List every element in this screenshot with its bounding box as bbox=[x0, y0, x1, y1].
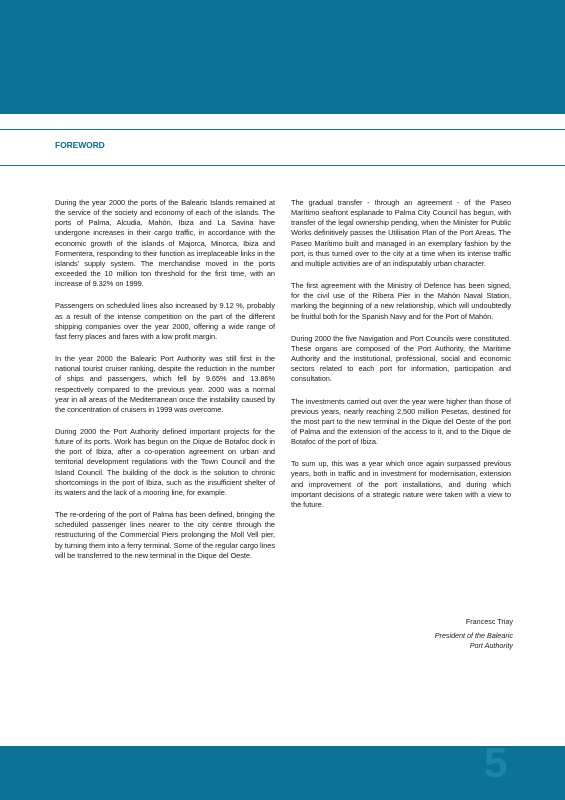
paragraph: To sum up, this was a year which once again surpassed previous years, both in traffic and in investment for modernisation, extension and improvement of the port installations, and during which important decisions of a strategic nature were taken with a view to the future. bbox=[291, 459, 511, 509]
paragraph: During 2000 the Port Authority defined important projects for the future of its ports. Work has begun on the Dique de Botafoc dock in the port of Ibiza, after a co-operation agreement on urban and territorial development regulations with the Town Council and the Island Council. The building of the dock is the solution to chronic shortcomings in the port of Ibiza, such as the insufficient shelter of its waters and the lack of a mooring line, for example. bbox=[55, 426, 275, 497]
paragraph: The first agreement with the Ministry of Defence has been signed, for the civil use of the Ribera Pier in the Mahón Naval Station, marking the beginning of a new relationship, which will undoubtedly be fruitful both for the Spanish Navy and for the Port of Mahón. bbox=[291, 281, 511, 321]
paragraph: During the year 2000 the ports of the Balearic Islands remained at the service of the society and economy of each of the islands. The ports of Palma, Alcudia, Mahón, Ibiza and La Savina have undergone increases in their cargo traffic, in accordance with the economic growth of the islands of Majorca, Minorca, Ibiza and Formentera, responding to their function as irreplaceable links in the islands' supply system. The merchandise moved in the ports exceeded the 10 million ton threshold for the first time, with an increase of 9.32% on 1999. bbox=[55, 198, 275, 289]
paragraph: The re-ordering of the port of Palma has been defined, bringing the scheduled passenger lines nearer to the city centre through the restructuring of the Commercial Piers prolonging the Moll Vell pier, by turning them into a ferry terminal. Some of the regular cargo lines will be transferred to the new terminal in the Dique del Oeste. bbox=[55, 510, 275, 560]
page-number: 5 bbox=[484, 739, 508, 786]
title-rule-top bbox=[0, 129, 565, 130]
signatory-role: President of the Balearic bbox=[434, 630, 513, 640]
footer-band bbox=[0, 746, 565, 800]
section-title: FOREWORD bbox=[55, 140, 105, 150]
signature-block bbox=[330, 617, 513, 652]
header-band bbox=[0, 0, 565, 114]
left-column bbox=[55, 198, 275, 573]
paragraph: The gradual transfer - through an agreement - of the Paseo Marítimo seafront esplanade to Palma City Council has begun, with transfer of the legal ownership pending, when the Minister for Public Works definitively passes the Utilisation Plan of the Port Areas. The Paseo Marítimo built and managed in an exemplary fashion by the port, is thus turned over to the city at a time when its intense traffic and multiple activities are of an indisputably urban character. bbox=[291, 198, 511, 268]
paragraph: During 2000 the five Navigation and Port Councils were constituted. These organs are composed of the Port Authority, the Maritime Authority and the institutional, professional, social and economic sectors related to each port for information, participation and consultation. bbox=[291, 333, 511, 384]
paragraph: The investments carried out over the year were higher than those of previous years, nearly reaching 2,500 million Pesetas, destined for the most part to the new terminal in the Dique del Oeste of the port of Palma and the extension of the access to it, and to the Dique de Botafoc of the port of Ibiza. bbox=[291, 396, 511, 447]
paragraph: Passengers on scheduled lines also increased by 9.12 %, probably as a result of the intense competition on the part of the different shipping companies over the year 2000, offering a wide range of fast ferry places and fares with a low profit margin. bbox=[55, 301, 275, 341]
right-column bbox=[291, 198, 511, 522]
title-rule-bottom bbox=[0, 165, 565, 166]
signatory-name: Francesc Triay bbox=[465, 617, 513, 626]
signatory-role: Port Authority bbox=[469, 641, 513, 650]
paragraph: In the year 2000 the Balearic Port Authority was still first in the national tourist cruiser ranking, despite the reduction in the number of ships and passengers, which fell by 9.65% and 13.86% respectively compared to the previous year. 2000 was a normal year in all areas of the Mediterranean once the instability caused by the concentration of cruisers in 1999 was overcome. bbox=[55, 354, 275, 414]
